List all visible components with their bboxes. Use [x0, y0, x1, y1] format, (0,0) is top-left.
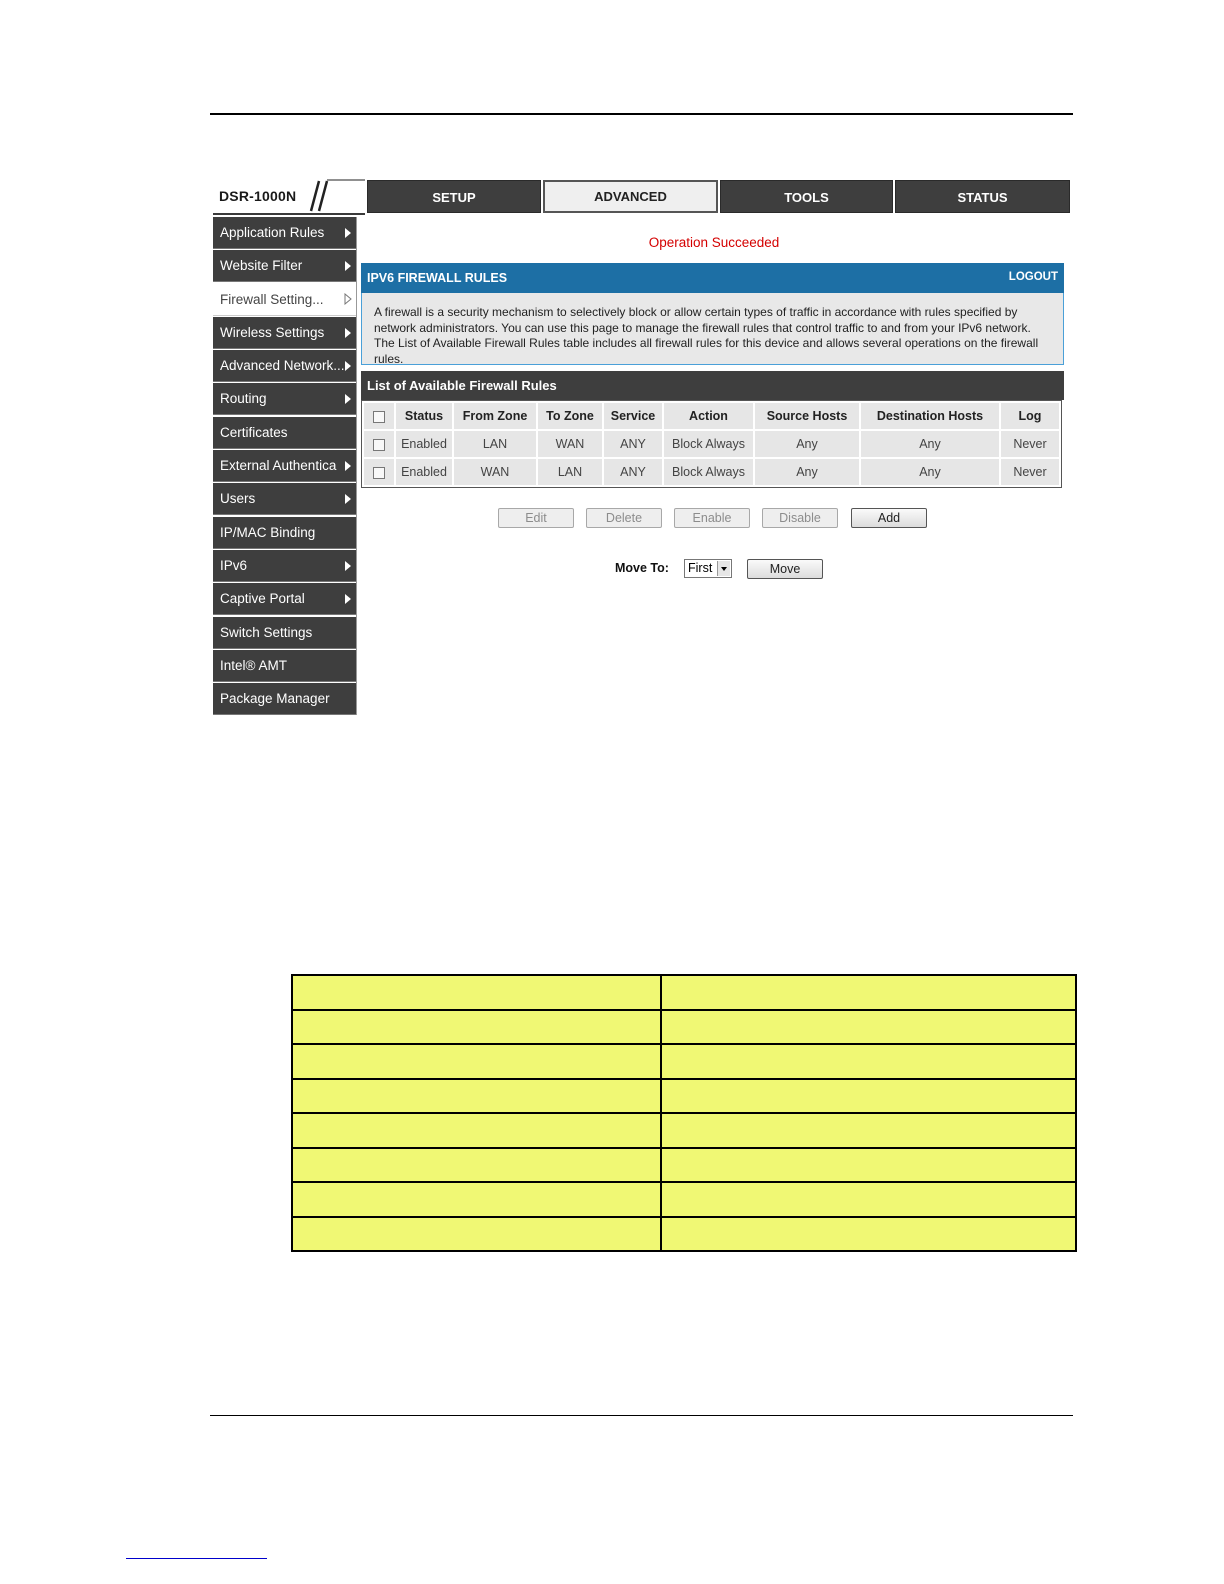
brand-slashes-icon	[301, 179, 365, 213]
table-row[interactable]	[364, 431, 1059, 457]
sidebar-item-label: Website Filter	[220, 258, 303, 274]
column-header: From Zone	[454, 403, 536, 429]
firewall-rules-table	[361, 400, 1062, 488]
table-cell	[292, 1182, 661, 1217]
sidebar-item-firewall-settings[interactable]	[213, 284, 356, 316]
table-cell	[661, 1113, 1076, 1148]
table-cell: ANY	[604, 431, 662, 457]
sidebar-item-label: Users	[220, 491, 256, 507]
tab-advanced[interactable]: ADVANCED	[543, 180, 718, 213]
table-row	[292, 1182, 1076, 1217]
table-cell	[292, 975, 661, 1010]
enable-button[interactable]: Enable	[674, 508, 750, 528]
footer-link-underline[interactable]	[126, 1558, 267, 1559]
table-cell	[292, 1113, 661, 1148]
table-cell	[292, 1010, 661, 1045]
select-all-header	[364, 403, 394, 429]
sidebar-menu	[213, 217, 356, 716]
sidebar-item-external-authentication[interactable]	[213, 450, 356, 482]
table-cell: Enabled	[396, 431, 452, 457]
move-to-select[interactable]	[684, 559, 732, 578]
table-cell: LAN	[538, 459, 602, 485]
table-cell	[661, 1148, 1076, 1183]
table-cell	[292, 1044, 661, 1079]
highlighted-table	[291, 974, 1077, 1252]
sidebar-item-package-manager[interactable]	[213, 683, 356, 715]
chevron-right-icon	[345, 494, 351, 504]
chevron-right-icon	[345, 561, 351, 571]
sidebar-item-routing[interactable]	[213, 383, 356, 415]
chevron-right-icon	[345, 228, 351, 238]
table-cell	[292, 1217, 661, 1252]
sidebar-item-label: Switch Settings	[220, 624, 313, 640]
row-select-cell	[364, 459, 394, 485]
sidebar-item-label: Wireless Settings	[220, 324, 325, 340]
table-cell	[661, 975, 1076, 1010]
table-cell	[661, 1044, 1076, 1079]
sidebar-item-captive-portal[interactable]	[213, 583, 356, 615]
sidebar-item-label: Package Manager	[220, 691, 330, 707]
page-description: A firewall is a security mechanism to selectively block or allow certain types of traffic in accordance with rules specified by network administrators. You can use this page to manage the firewall rules that control traffic to and from your IPv6 network. The List of Available Firewall Rules table includes all firewall rules for this device and allows several operations on the firewall rules.	[361, 293, 1064, 365]
brand-logo	[213, 179, 365, 215]
disable-button[interactable]: Disable	[762, 508, 838, 528]
table-cell: Never	[1001, 459, 1059, 485]
table-cell: Enabled	[396, 459, 452, 485]
sidebar-item-wireless-settings[interactable]	[213, 317, 356, 349]
rules-list-title: List of Available Firewall Rules	[361, 371, 1064, 400]
sidebar-item-label: Intel® AMT	[220, 657, 287, 673]
sidebar-item-label: External Authentica	[220, 458, 337, 474]
sidebar-item-advanced-network[interactable]	[213, 350, 356, 382]
table-cell	[292, 1148, 661, 1183]
chevron-down-icon[interactable]	[717, 561, 730, 576]
table-cell	[292, 1079, 661, 1114]
chevron-right-icon	[345, 328, 351, 338]
table-cell: Any	[755, 431, 859, 457]
sidebar-item-label: Certificates	[220, 424, 288, 440]
panel-header	[361, 263, 1064, 293]
chevron-right-outline-icon	[344, 293, 352, 305]
router-admin-screenshot	[213, 179, 1070, 715]
column-header: Status	[396, 403, 452, 429]
tab-status[interactable]: STATUS	[895, 180, 1070, 213]
status-message: Operation Succeeded	[648, 235, 780, 250]
top-navigation-bar	[213, 179, 1070, 215]
sidebar-item-label: Application Rules	[220, 225, 325, 240]
chevron-right-icon	[345, 361, 351, 371]
table-row	[292, 1217, 1076, 1252]
table-cell: ANY	[604, 459, 662, 485]
sidebar-item-label: Firewall Setting...	[220, 291, 324, 307]
table-row	[292, 975, 1076, 1010]
chevron-right-icon	[345, 594, 351, 604]
sidebar-item-label: Captive Portal	[220, 591, 305, 607]
table-cell	[661, 1079, 1076, 1114]
column-header: Log	[1001, 403, 1059, 429]
sidebar-item-ipv6[interactable]	[213, 550, 356, 582]
move-to-selected-value: First	[688, 561, 713, 575]
table-cell: LAN	[454, 431, 536, 457]
sidebar-item-intel-amt[interactable]	[213, 650, 356, 682]
select-all-checkbox[interactable]	[373, 411, 385, 423]
table-row	[292, 1010, 1076, 1045]
edit-button[interactable]: Edit	[498, 508, 574, 528]
move-button[interactable]: Move	[747, 559, 823, 579]
sidebar-item-certificates[interactable]	[213, 417, 356, 449]
table-header-row	[364, 403, 1059, 429]
table-row[interactable]	[364, 459, 1059, 485]
column-header: To Zone	[538, 403, 602, 429]
row-checkbox[interactable]	[373, 467, 385, 479]
chevron-right-icon	[345, 461, 351, 471]
table-cell: Any	[861, 431, 999, 457]
column-header: Action	[664, 403, 753, 429]
column-header: Service	[604, 403, 662, 429]
table-cell: WAN	[454, 459, 536, 485]
page-bottom-rule	[210, 1415, 1073, 1416]
row-select-cell	[364, 431, 394, 457]
table-cell: WAN	[538, 431, 602, 457]
delete-button[interactable]: Delete	[586, 508, 662, 528]
table-cell	[661, 1217, 1076, 1252]
brand-name: DSR-1000N	[219, 188, 297, 204]
sidebar-item-label: IPv6	[220, 557, 248, 573]
table-cell	[661, 1182, 1076, 1217]
column-header: Source Hosts	[755, 403, 859, 429]
sidebar-item-label: Advanced Network...	[220, 358, 345, 374]
chevron-right-icon	[345, 394, 351, 404]
table-cell: Any	[755, 459, 859, 485]
table-row	[292, 1044, 1076, 1079]
table-row	[292, 1079, 1076, 1114]
logout-link[interactable]: LOGOUT	[1008, 271, 1058, 283]
sidebar-divider	[356, 217, 357, 715]
table-cell: Block Always	[664, 459, 753, 485]
sidebar-item-label: IP/MAC Binding	[220, 524, 316, 540]
move-to-label: Move To:	[615, 561, 669, 575]
sidebar-item-ip-mac-binding[interactable]	[213, 517, 356, 549]
table-row	[292, 1113, 1076, 1148]
tab-setup[interactable]: SETUP	[367, 180, 541, 213]
sidebar-item-website-filter[interactable]	[213, 250, 356, 282]
tab-tools[interactable]: TOOLS	[720, 180, 893, 213]
row-checkbox[interactable]	[373, 439, 385, 451]
add-button[interactable]: Add	[851, 508, 927, 528]
table-cell: Never	[1001, 431, 1059, 457]
table-row	[292, 1148, 1076, 1183]
page-top-rule	[210, 113, 1073, 115]
column-header: Destination Hosts	[861, 403, 999, 429]
sidebar-item-switch-settings[interactable]	[213, 617, 356, 649]
table-cell	[661, 1010, 1076, 1045]
table-cell: Any	[861, 459, 999, 485]
page-title: IPV6 FIREWALL RULES	[367, 271, 508, 285]
table-cell: Block Always	[664, 431, 753, 457]
sidebar-item-application-rules[interactable]	[213, 217, 356, 249]
chevron-right-icon	[345, 261, 351, 271]
sidebar-item-label: Routing	[220, 391, 267, 407]
sidebar-item-users[interactable]	[213, 483, 356, 515]
